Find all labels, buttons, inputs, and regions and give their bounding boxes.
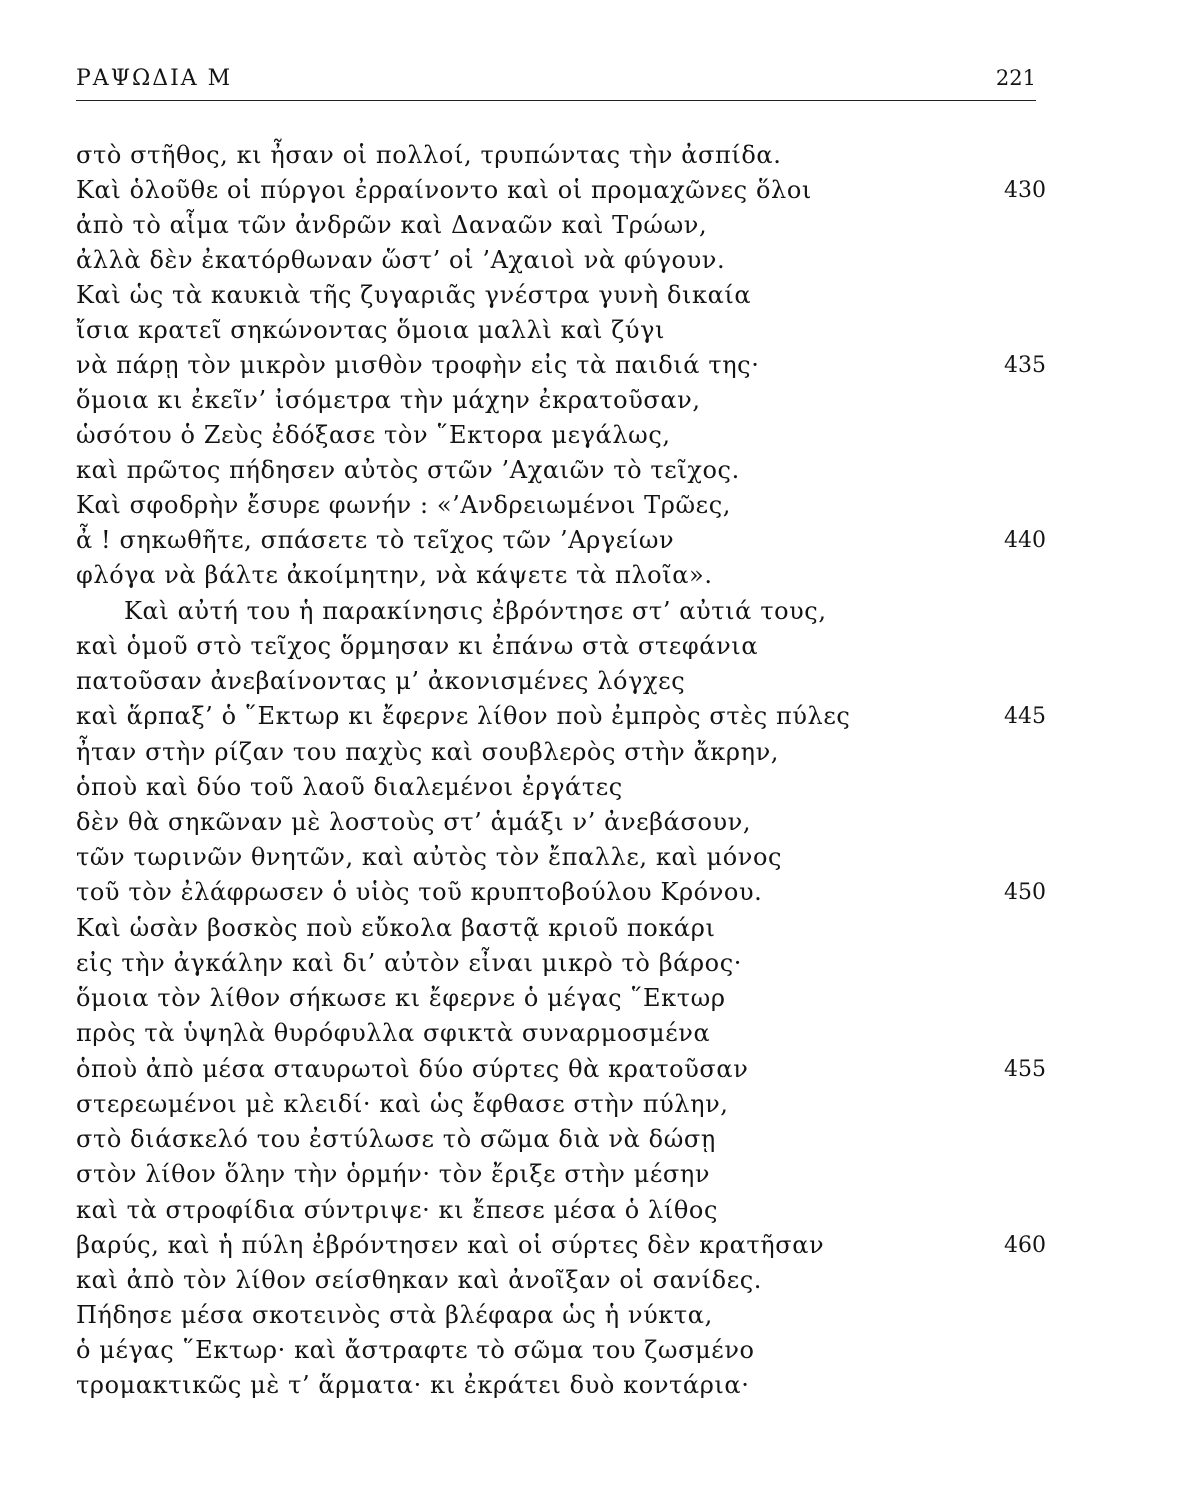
- line-number: 430: [1004, 178, 1046, 203]
- verse-line: Καὶ ὁλοῦθε οἱ πύργοι ἐρραίνοντο καὶ οἱ προμαχῶνες ὅλοι: [76, 176, 812, 204]
- verse-line: τρομακτικῶς μὲ τ’ ἅρματα· κι ἐκράτει δυὸ κοντάρια·: [76, 1371, 750, 1399]
- running-head: ΡΑΨΩΔΙΑ Μ: [76, 66, 233, 91]
- verse-line: στὸ στῆθος, κι ἦσαν οἱ πολλοί, τρυπώντας τὴν ἀσπίδα.: [76, 141, 782, 169]
- verse-line: ὅμοια τὸν λίθον σήκωσε κι ἔφερνε ὁ μέγας ῞Εκτωρ: [76, 984, 726, 1012]
- verse-line: Καὶ σφοδρὴν ἔσυρε φωνήν : «’Ανδρειωμένοι Τρῶες,: [76, 491, 731, 519]
- line-number: 455: [1004, 1057, 1046, 1082]
- verse-line: καὶ πρῶτος πήδησεν αὐτὸς στῶν ’Αχαιῶν τὸ τεῖχος.: [76, 456, 740, 484]
- verse-line: ἴσια κρατεῖ σηκώνοντας ὅμοια μαλλὶ καὶ ζύγι: [76, 316, 666, 344]
- line-number: 435: [1004, 353, 1046, 378]
- verse-line: στερεωμένοι μὲ κλειδί· καὶ ὡς ἔφθασε στὴν πύλην,: [76, 1090, 729, 1118]
- verse-line: ἀπὸ τὸ αἷμα τῶν ἀνδρῶν καὶ Δαναῶν καὶ Τρώων,: [76, 211, 708, 239]
- verse-line: Πήδησε μέσα σκοτεινὸς στὰ βλέφαρα ὡς ἡ νύκτα,: [76, 1301, 713, 1329]
- verse-line: ὁποὺ καὶ δύο τοῦ λαοῦ διαλεμένοι ἐργάτες: [76, 773, 623, 801]
- verse-line: ὅμοια κι ἐκεῖν’ ἰσόμετρα τὴν μάχην ἐκρατοῦσαν,: [76, 386, 701, 414]
- verse-line: τοῦ τὸν ἐλάφρωσεν ὁ υἱὸς τοῦ κρυπτοβούλου Κρόνου.: [76, 878, 763, 906]
- verse-line: Καὶ αὐτή του ἡ παρακίνησις ἐβρόντησε στ’ αὐτιά τους,: [124, 597, 827, 625]
- verse-line: καὶ τὰ στροφίδια σύντριψε· κι ἔπεσε μέσα ὁ λίθος: [76, 1196, 719, 1224]
- header-rule: [76, 100, 1036, 101]
- verse-line: πρὸς τὰ ὑψηλὰ θυρόφυλλα σφικτὰ συναρμοσμένα: [76, 1019, 711, 1047]
- verse-line: ὡσότου ὁ Ζεὺς ἐδόξασε τὸν ῞Εκτορα μεγάλως,: [76, 421, 671, 449]
- verse-line: νὰ πάρῃ τὸν μικρὸν μισθὸν τροφὴν εἰς τὰ παιδιά της·: [76, 351, 760, 379]
- verse-line: καὶ ὁμοῦ στὸ τεῖχος ὅρμησαν κι ἐπάνω στὰ στεφάνια: [76, 632, 759, 660]
- line-number: 450: [1004, 880, 1046, 905]
- verse-line: φλόγα νὰ βάλτε ἀκοίμητην, νὰ κάψετε τὰ πλοῖα».: [76, 561, 713, 589]
- verse-line: βαρύς, καὶ ἡ πύλη ἐβρόντησεν καὶ οἱ σύρτες δὲν κρατῆσαν: [76, 1231, 825, 1259]
- verse-line: Καὶ ὡς τὰ καυκιὰ τῆς ζυγαριᾶς γνέστρα γυνὴ δικαία: [76, 281, 752, 309]
- verse-line: εἰς τὴν ἀγκάλην καὶ δι’ αὐτὸν εἶναι μικρὸ τὸ βάρος·: [76, 949, 743, 977]
- verse-line: ἀλλὰ δὲν ἐκατόρθωναν ὥστ’ οἱ ’Αχαιοὶ νὰ φύγουν.: [76, 246, 726, 274]
- verse-line: ὁποὺ ἀπὸ μέσα σταυρωτοὶ δύο σύρτες θὰ κρατοῦσαν: [76, 1055, 749, 1083]
- verse-line: στὸ διάσκελό του ἐστύλωσε τὸ σῶμα διὰ νὰ δώσῃ: [76, 1125, 716, 1153]
- line-number: 445: [1004, 704, 1046, 729]
- verse-line: πατοῦσαν ἀνεβαίνοντας μ’ ἀκονισμένες λόγχες: [76, 667, 686, 695]
- verse-line: δὲν θὰ σηκῶναν μὲ λοστοὺς στ’ ἁμάξι ν’ ἀνεβάσουν,: [76, 808, 752, 836]
- verse-line: καὶ ἅρπαξ’ ὁ ῞Εκτωρ κι ἔφερνε λίθον ποὺ ἐμπρὸς στὲς πύλες: [76, 702, 851, 730]
- verse-line: ὁ μέγας ῞Εκτωρ· καὶ ἄστραφτε τὸ σῶμα του ζωσμένο: [76, 1336, 755, 1364]
- verse-line: καὶ ἀπὸ τὸν λίθον σείσθηκαν καὶ ἀνοῖξαν οἱ σανίδες.: [76, 1266, 763, 1294]
- page-header: [76, 66, 1036, 100]
- verse-line: Καὶ ὡσὰν βοσκὸς ποὺ εὔκολα βαστᾷ κριοῦ ποκάρι: [76, 914, 716, 942]
- verse-line: τῶν τωρινῶν θνητῶν, καὶ αὐτὸς τὸν ἔπαλλε, καὶ μόνος: [76, 843, 783, 871]
- verse-line: στὸν λίθον ὅλην τὴν ὁρμήν· τὸν ἔριξε στὴν μέσην: [76, 1160, 711, 1188]
- verse-line: ἦταν στὴν ρίζαν του παχὺς καὶ σουβλερὸς στὴν ἄκρην,: [76, 738, 780, 766]
- line-number: 460: [1004, 1233, 1046, 1258]
- verse-line: ἆ ! σηκωθῆτε, σπάσετε τὸ τεῖχος τῶν ’Αργείων: [76, 526, 675, 554]
- page-number: 221: [995, 66, 1036, 90]
- line-number: 440: [1004, 528, 1046, 553]
